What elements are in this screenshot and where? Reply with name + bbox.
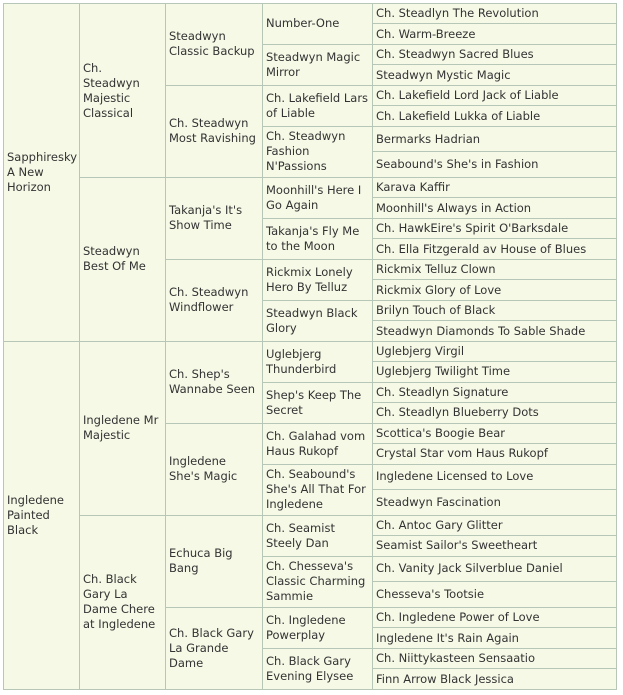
pedigree-cell-gen5 xyxy=(373,362,617,382)
pedigree-cell-gen4 xyxy=(263,218,373,259)
pedigree-cell-gen5 xyxy=(373,239,617,259)
pedigree-cell-gen3 xyxy=(166,423,263,515)
pedigree-link[interactable]: Shep's Keep The Secret xyxy=(266,387,362,417)
pedigree-cell-gen5 xyxy=(373,341,617,361)
pedigree-link[interactable]: Ch. Steadwyn Fashion N'Passions xyxy=(266,129,346,174)
pedigree-cell-gen5 xyxy=(373,152,617,178)
pedigree-cell-gen2 xyxy=(80,515,166,689)
pedigree-link[interactable]: Steadwyn Best Of Me xyxy=(83,244,146,274)
pedigree-cell-gen4 xyxy=(263,85,373,126)
pedigree-cell-gen4 xyxy=(263,44,373,85)
pedigree-cell-gen5 xyxy=(373,582,617,608)
pedigree-cell-gen5 xyxy=(373,24,617,44)
pedigree-link[interactable]: Ch. Steadlyn Signature xyxy=(376,384,509,399)
pedigree-cell-gen5 xyxy=(373,178,617,198)
pedigree-cell-gen4 xyxy=(263,382,373,423)
pedigree-cell-gen5 xyxy=(373,85,617,105)
pedigree-cell-gen5 xyxy=(373,556,617,582)
pedigree-link[interactable]: Uglebjerg Thunderbird xyxy=(266,346,337,376)
pedigree-link[interactable]: Ch. Steadwyn Majestic Classical xyxy=(83,60,140,120)
pedigree-link[interactable]: Uglebjerg Virgil xyxy=(376,343,465,358)
pedigree-cell-gen5 xyxy=(373,423,617,443)
pedigree-link[interactable]: Ch. Warm-Breeze xyxy=(376,26,476,41)
pedigree-link[interactable]: Takanja's Fly Me to the Moon xyxy=(266,223,360,253)
pedigree-link[interactable]: Steadwyn Diamonds To Sable Shade xyxy=(376,323,586,338)
pedigree-cell-gen5 xyxy=(373,382,617,402)
pedigree-cell-gen4 xyxy=(263,515,373,556)
pedigree-cell-gen5 xyxy=(373,321,617,341)
pedigree-link[interactable]: Moonhill's Always in Action xyxy=(376,200,532,215)
pedigree-link[interactable]: Ch. Ella Fitzgerald av House of Blues xyxy=(376,241,587,256)
pedigree-link[interactable]: Ch. Black Gary Evening Elysee xyxy=(266,653,354,683)
pedigree-cell-gen3 xyxy=(166,259,263,341)
pedigree-link[interactable]: Ch. Lakefield Lars of Liable xyxy=(266,90,369,120)
pedigree-cell-gen4 xyxy=(263,259,373,300)
pedigree-link[interactable]: Echuca Big Bang xyxy=(169,546,233,576)
pedigree-link[interactable]: Sapphiresky A New Horizon xyxy=(7,149,78,194)
pedigree-link[interactable]: Brilyn Touch of Black xyxy=(376,303,496,318)
pedigree-link[interactable]: Scottica's Boogie Bear xyxy=(376,425,505,440)
pedigree-link[interactable]: Ch. Seabound's She's All That For Ingledene xyxy=(266,467,366,512)
pedigree-cell-gen5 xyxy=(373,65,617,85)
pedigree-cell-gen5 xyxy=(373,259,617,279)
pedigree-cell-gen5 xyxy=(373,44,617,64)
pedigree-cell-gen4 xyxy=(263,126,373,177)
pedigree-cell-gen4 xyxy=(263,648,373,689)
pedigree-table xyxy=(3,3,617,690)
pedigree-link[interactable]: Ch. Antoc Gary Glitter xyxy=(376,517,503,532)
pedigree-cell-gen5 xyxy=(373,198,617,218)
pedigree-cell-gen4 xyxy=(263,607,373,648)
pedigree-cell-gen3 xyxy=(166,341,263,423)
pedigree-link[interactable]: Ch. Lakefield Lukka of Liable xyxy=(376,108,541,123)
pedigree-cell-gen5 xyxy=(373,403,617,423)
pedigree-link[interactable]: Ch. HawkEire's Spirit O'Barksdale xyxy=(376,221,569,236)
pedigree-link[interactable]: Finn Arrow Black Jessica xyxy=(376,671,514,686)
pedigree-cell-gen5 xyxy=(373,648,617,668)
pedigree-link[interactable]: Steadwyn Black Glory xyxy=(266,305,358,335)
pedigree-cell-gen2 xyxy=(80,341,166,515)
pedigree-link[interactable]: Ch. Vanity Jack Silverblue Daniel xyxy=(376,561,563,576)
pedigree-cell-gen3 xyxy=(166,515,263,607)
pedigree-link[interactable]: Steadwyn Classic Backup xyxy=(169,29,255,59)
pedigree-cell-gen4 xyxy=(263,423,373,464)
pedigree-link[interactable]: Ch. Shep's Wannabe Seen xyxy=(169,367,256,397)
pedigree-cell-gen5 xyxy=(373,444,617,464)
pedigree-cell-gen5 xyxy=(373,490,617,516)
pedigree-link[interactable]: Rickmix Telluz Clown xyxy=(376,262,496,277)
pedigree-link[interactable]: Ch. Steadwyn Sacred Blues xyxy=(376,47,534,62)
pedigree-cell-gen2 xyxy=(80,4,166,178)
pedigree-link[interactable]: Ingledene She's Magic xyxy=(169,454,238,484)
pedigree-cell-gen4 xyxy=(263,556,373,607)
pedigree-link[interactable]: Ch. Seamist Steely Dan xyxy=(266,520,335,550)
pedigree-cell-gen5 xyxy=(373,515,617,535)
pedigree-link[interactable]: Ch. Black Gary La Grande Dame xyxy=(169,625,254,670)
pedigree-link[interactable]: Ch. Steadlyn The Revolution xyxy=(376,6,539,21)
pedigree-link[interactable]: Ch. Steadwyn Windflower xyxy=(169,285,249,315)
pedigree-link[interactable]: Ch. Galahad vom Haus Rukopf xyxy=(266,428,366,458)
pedigree-link[interactable]: Rickmix Lonely Hero By Telluz xyxy=(266,264,353,294)
pedigree-link[interactable]: Steadwyn Fascination xyxy=(376,494,501,509)
pedigree-link[interactable]: Steadwyn Mystic Magic xyxy=(376,67,511,82)
pedigree-link[interactable]: Steadwyn Magic Mirror xyxy=(266,49,361,79)
sire-cell xyxy=(4,4,80,342)
pedigree-cell-gen3 xyxy=(166,178,263,260)
pedigree-link[interactable]: Ingledene Mr Majestic xyxy=(83,413,159,443)
pedigree-link[interactable]: Ch. Steadwyn Most Ravishing xyxy=(169,116,256,146)
pedigree-cell-gen5 xyxy=(373,536,617,556)
pedigree-link[interactable]: Uglebjerg Twilight Time xyxy=(376,364,511,379)
pedigree-cell-gen5 xyxy=(373,126,617,152)
pedigree-cell-gen5 xyxy=(373,464,617,490)
pedigree-link[interactable]: Ch. Ingledene Power of Love xyxy=(376,610,540,625)
pedigree-link[interactable]: Seamist Sailor's Sweetheart xyxy=(376,538,538,553)
pedigree-cell-gen4 xyxy=(263,178,373,219)
pedigree-link[interactable]: Ingledene It's Rain Again xyxy=(376,630,519,645)
pedigree-link[interactable]: Crystal Star vom Haus Rukopf xyxy=(376,446,548,461)
pedigree-link[interactable]: Ingledene Licensed to Love xyxy=(376,469,534,484)
pedigree-link[interactable]: Karava Kaffir xyxy=(376,180,450,195)
pedigree-cell-gen5 xyxy=(373,300,617,320)
pedigree-link[interactable]: Number-One xyxy=(266,16,340,31)
pedigree-link[interactable]: Rickmix Glory of Love xyxy=(376,282,502,297)
pedigree-cell-gen5 xyxy=(373,669,617,690)
pedigree-link[interactable]: Ch. Lakefield Lord Jack of Liable xyxy=(376,88,559,103)
pedigree-cell-gen4 xyxy=(263,464,373,515)
pedigree-cell-gen5 xyxy=(373,106,617,126)
pedigree-cell-gen3 xyxy=(166,4,263,86)
pedigree-link[interactable]: Seabound's She's in Fashion xyxy=(376,157,539,172)
pedigree-cell-gen5 xyxy=(373,4,617,24)
pedigree-cell-gen5 xyxy=(373,280,617,300)
pedigree-link[interactable]: Takanja's It's Show Time xyxy=(169,203,243,233)
pedigree-link[interactable]: Ingledene Painted Black xyxy=(7,492,64,537)
pedigree-link[interactable]: Moonhill's Here I Go Again xyxy=(266,182,362,212)
pedigree-cell-gen5 xyxy=(373,628,617,648)
pedigree-link[interactable]: Ch. Steadlyn Blueberry Dots xyxy=(376,405,539,420)
dam-cell xyxy=(4,341,80,689)
pedigree-cell-gen5 xyxy=(373,218,617,238)
pedigree-cell-gen4 xyxy=(263,341,373,382)
pedigree-link[interactable]: Ch. Black Gary La Dame Chere at Ingledene xyxy=(83,572,156,632)
pedigree-cell-gen3 xyxy=(166,607,263,689)
pedigree-link[interactable]: Ch. Chesseva's Classic Charming Sammie xyxy=(266,559,366,604)
pedigree-cell-gen2 xyxy=(80,178,166,342)
pedigree-cell-gen4 xyxy=(263,4,373,45)
pedigree-link[interactable]: Ch. Niittykasteen Sensaatio xyxy=(376,651,536,666)
pedigree-cell-gen5 xyxy=(373,607,617,627)
pedigree-cell-gen4 xyxy=(263,300,373,341)
pedigree-link[interactable]: Chesseva's Tootsie xyxy=(376,587,485,602)
pedigree-cell-gen3 xyxy=(166,85,263,177)
pedigree-link[interactable]: Ch. Ingledene Powerplay xyxy=(266,612,346,642)
pedigree-link[interactable]: Bermarks Hadrian xyxy=(376,131,481,146)
